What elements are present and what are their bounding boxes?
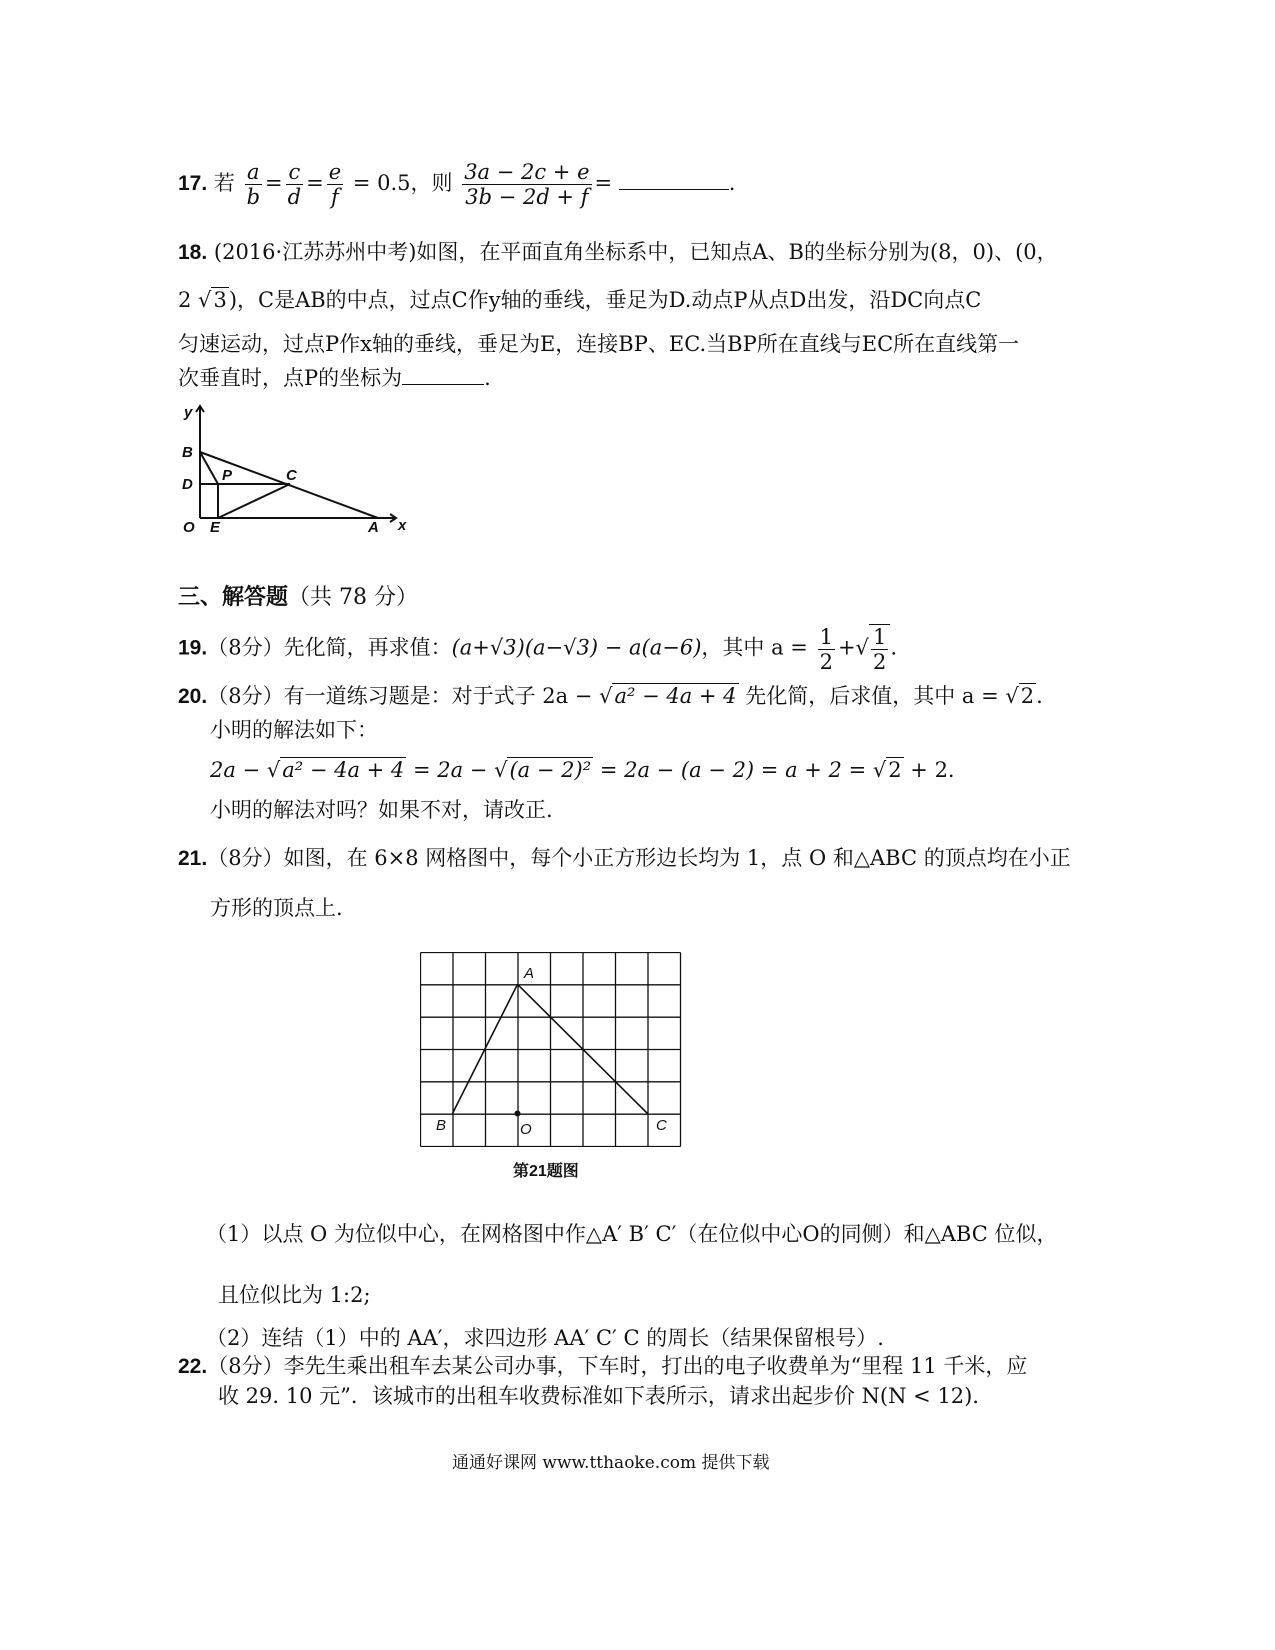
- segment-EC: [218, 484, 290, 518]
- point-O: [515, 1111, 521, 1117]
- question-21-part1a: （1）以点 O 为位似中心，在网格图中作△A′ B′ C′（在位似中心O的同侧）和△ABC 位似，: [206, 1222, 1058, 1246]
- fraction-c-over-d: $\frac{c}{d}$: [287, 160, 302, 209]
- page-footer: 通通好课网 www.tthaoke.com 提供下载: [452, 1453, 770, 1473]
- question-20-line4: 小明的解法对吗？如果不对，请改正.: [210, 798, 553, 822]
- answer-blank[interactable]: [402, 384, 484, 385]
- question-21-part2: （2）连结（1）中的 AA′，求四边形 AA′ C′ C 的周长（结果保留根号）.: [206, 1326, 884, 1350]
- label-C: C: [656, 1117, 667, 1134]
- question-22-line2: 收 29. 10 元”．该城市的出租车收费标准如下表所示，请求出起步价 N(N < 12)．: [218, 1384, 994, 1408]
- question-18-line2: 2 √3)，C是AB的中点，过点C作y轴的垂线，垂足为D.动点P从点D出发，沿DC向点C: [178, 288, 982, 312]
- label-E: E: [210, 519, 221, 536]
- question-number: 19.: [178, 636, 208, 660]
- question-19: 19.（8分）先化简，再求值：(a+√3)(a−√3) − a(a−6)，其中 a = $\frac{1}{2}$ +√ $\frac{1}{2}$ .: [178, 624, 897, 674]
- label-O: O: [520, 1121, 532, 1138]
- label-P: P: [222, 467, 233, 484]
- label-O: O: [183, 519, 195, 536]
- coordinate-figure: [178, 400, 418, 540]
- section-heading: 三、解答题（共 78 分）: [178, 584, 418, 610]
- grid-figure: [420, 952, 682, 1147]
- question-21-part1b: 且位似比为 1:2;: [218, 1283, 371, 1307]
- label-x: x: [398, 517, 407, 534]
- q17-equals: = 0.5，则: [352, 171, 453, 195]
- question-20-line2: 小明的解法如下：: [210, 718, 378, 742]
- question-17: 17. 若 $\frac{a}{b}$ = $\frac{c}{d}$ = $\frac{e}{f}$ = 0.5，则 $\frac{3a - 2c + e}{3b - 2d + f}$ = .: [178, 160, 736, 209]
- question-number: 21.: [178, 847, 208, 870]
- label-B: B: [182, 444, 193, 461]
- label-A: A: [368, 519, 379, 536]
- question-18-line4: 次垂直时，点P的坐标为 .: [178, 366, 491, 390]
- question-22-line1: 22.（8分）李先生乘出租车去某公司办事，下车时，打出的电子收费单为“里程 11 千米，应: [178, 1354, 1028, 1378]
- label-y: y: [184, 404, 193, 421]
- q17-lead: 若: [213, 171, 235, 195]
- label-D: D: [182, 476, 193, 493]
- question-number: 18.: [178, 241, 208, 264]
- fraction-half: $\frac{1}{2}$: [819, 624, 833, 674]
- question-20-line1: 20.（8分）有一道练习题是：对于式子 2a − √a² − 4a + 4 先化简，后求值，其中 a = √2.: [178, 684, 1043, 708]
- figure-caption: 第21题图: [513, 1163, 579, 1180]
- fraction-main: $\frac{3a - 2c + e}{3b - 2d + f}$: [464, 160, 590, 209]
- question-18-line1: 18. (2016·江苏苏州中考)如图，在平面直角坐标系中，已知点A、B的坐标分别为(8，0)、(0，: [178, 240, 1058, 264]
- fraction-e-over-f: $\frac{e}{f}$: [328, 160, 342, 209]
- question-21-line1: 21.（8分）如图，在 6×8 网格图中，每个小正方形边长均为 1，点 O 和△ABC 的顶点均在小正: [178, 846, 1071, 870]
- question-number: 17.: [178, 172, 208, 195]
- answer-blank[interactable]: [619, 189, 729, 190]
- question-20-solution: 2a − √a² − 4a + 4 = 2a − √(a − 2)² = 2a − (a − 2) = a + 2 = √2 + 2.: [210, 758, 955, 782]
- question-18-line3: 匀速运动，过点P作x轴的垂线，垂足为E，连接BP、EC.当BP所在直线与EC所在直线第一: [178, 332, 1020, 356]
- question-number: 20.: [178, 685, 208, 708]
- label-B: B: [436, 1117, 447, 1134]
- question-number: 22.: [178, 1355, 208, 1378]
- fraction-a-over-b: $\frac{a}{b}$: [246, 160, 261, 209]
- label-A: A: [524, 965, 535, 982]
- question-21-line2: 方形的顶点上.: [210, 896, 343, 920]
- label-C: C: [286, 467, 297, 484]
